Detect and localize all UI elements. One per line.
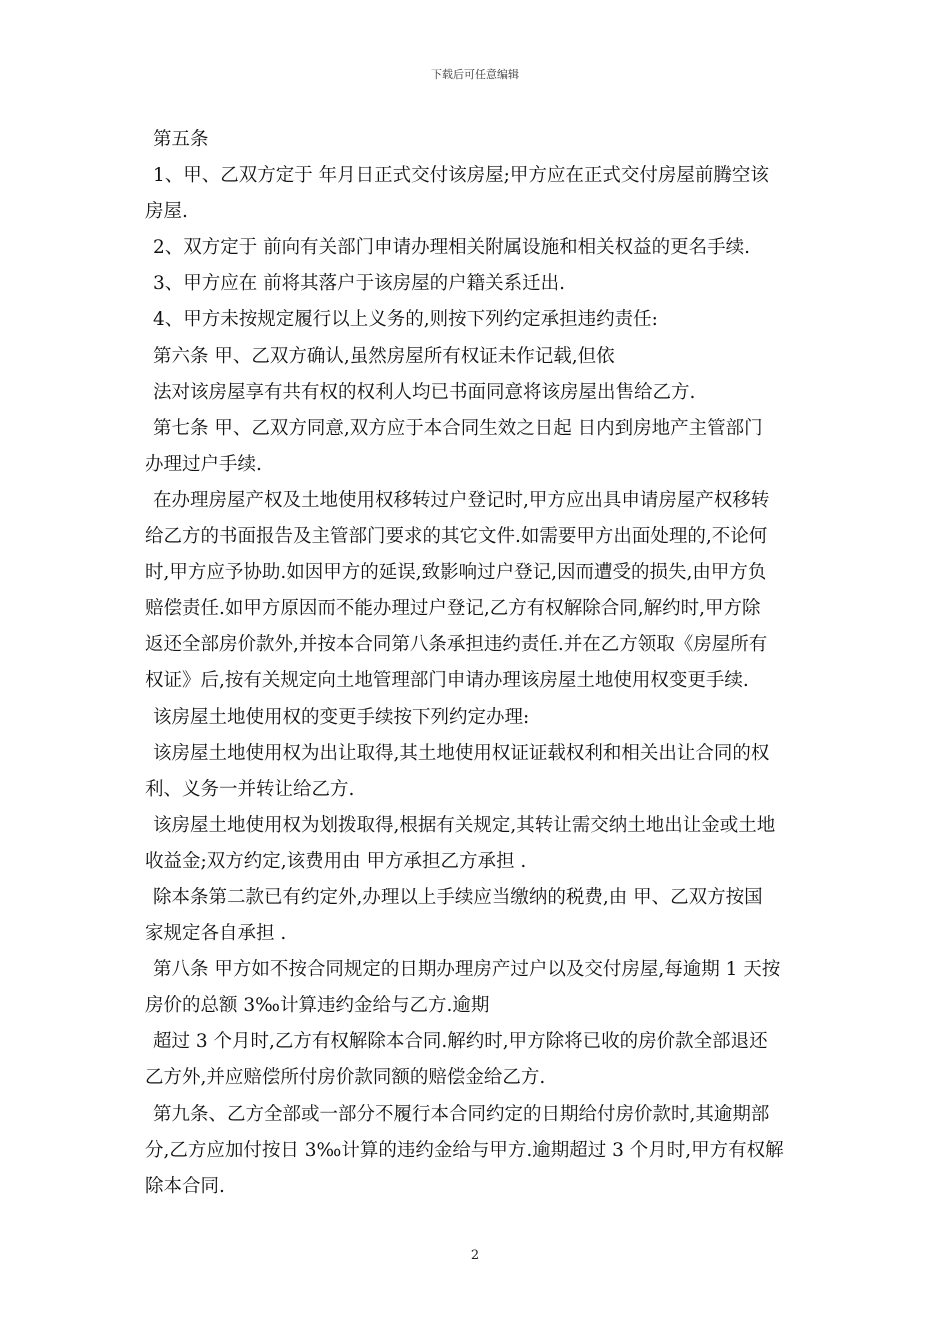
text-line: 第八条 甲方如不按合同规定的日期办理房产过户以及交付房屋,每逾期 1 天按 <box>153 959 781 981</box>
text-line: 第七条 甲、乙双方同意,双方应于本合同生效之日起 日内到房地产主管部门 <box>153 417 763 439</box>
text-line: 乙方外,并应赔偿所付房价款同额的赔偿金给乙方. <box>145 1067 546 1089</box>
text-line: 法对该房屋享有共有权的权利人均已书面同意将该房屋出售给乙方. <box>153 381 696 403</box>
text-line: 赔偿责任.如甲方原因而不能办理过户登记,乙方有权解除合同,解约时,甲方除 <box>145 598 761 620</box>
text-line: 分,乙方应加付按日 3‰计算的违约金给与甲方.逾期超过 3 个月时,甲方有权解 <box>145 1139 784 1161</box>
text-line: 房价的总额 3‰计算违约金给与乙方.逾期 <box>145 995 490 1017</box>
text-line: 时,甲方应予协助.如因甲方的延误,致影响过户登记,因而遭受的损失,由甲方负 <box>145 562 767 584</box>
text-line: 办理过户手续. <box>145 453 262 475</box>
text-line: 第六条 甲、乙双方确认,虽然房屋所有权证未作记载,但依 <box>153 345 615 367</box>
text-line: 2、双方定于 前向有关部门申请办理相关附属设施和相关权益的更名手续. <box>153 237 751 259</box>
text-line: 房屋. <box>145 201 188 223</box>
text-line: 利、义务一并转让给乙方. <box>145 778 355 800</box>
text-line: 3、甲方应在 前将其落户于该房屋的户籍关系迁出. <box>153 273 566 295</box>
text-line: 该房屋土地使用权为出让取得,其土地使用权证证载权利和相关出让合同的权 <box>153 742 770 764</box>
text-line: 返还全部房价款外,并按本合同第八条承担违约责任.并在乙方领取《房屋所有 <box>145 634 768 656</box>
text-line: 该房屋土地使用权的变更手续按下列约定办理: <box>153 706 530 728</box>
text-line: 该房屋土地使用权为划拨取得,根据有关规定,其转让需交纳土地出让金或土地 <box>153 814 776 836</box>
text-line: 超过 3 个月时,乙方有权解除本合同.解约时,甲方除将已收的房价款全部退还 <box>153 1031 768 1053</box>
text-line: 收益金;双方约定,该费用由 甲方承担乙方承担 . <box>145 850 527 872</box>
text-line: 第九条、乙方全部或一部分不履行本合同约定的日期给付房价款时,其逾期部 <box>153 1103 770 1125</box>
text-line: 在办理房屋产权及土地使用权移转过户登记时,甲方应出具申请房屋产权移转 <box>153 489 770 511</box>
text-line: 给乙方的书面报告及主管部门要求的其它文件.如需要甲方出面处理的,不论何 <box>145 526 768 548</box>
page-header: 下载后可任意编辑 <box>431 68 519 81</box>
text-line: 1、甲、乙双方定于 年月日正式交付该房屋;甲方应在正式交付房屋前腾空该 <box>153 165 769 187</box>
text-line: 除本条第二款已有约定外,办理以上手续应当缴纳的税费,由 甲、乙双方按国 <box>153 886 763 908</box>
text-line: 第五条 <box>153 129 209 150</box>
text-line: 家规定各自承担 . <box>145 923 287 945</box>
document-body <box>145 122 815 1205</box>
text-line: 除本合同. <box>145 1175 225 1197</box>
text-line: 4、甲方未按规定履行以上义务的,则按下列约定承担违约责任: <box>153 309 658 331</box>
text-line: 权证》后,按有关规定向土地管理部门申请办理该房屋土地使用权变更手续. <box>145 670 749 692</box>
page-number: 2 <box>470 1248 480 1263</box>
